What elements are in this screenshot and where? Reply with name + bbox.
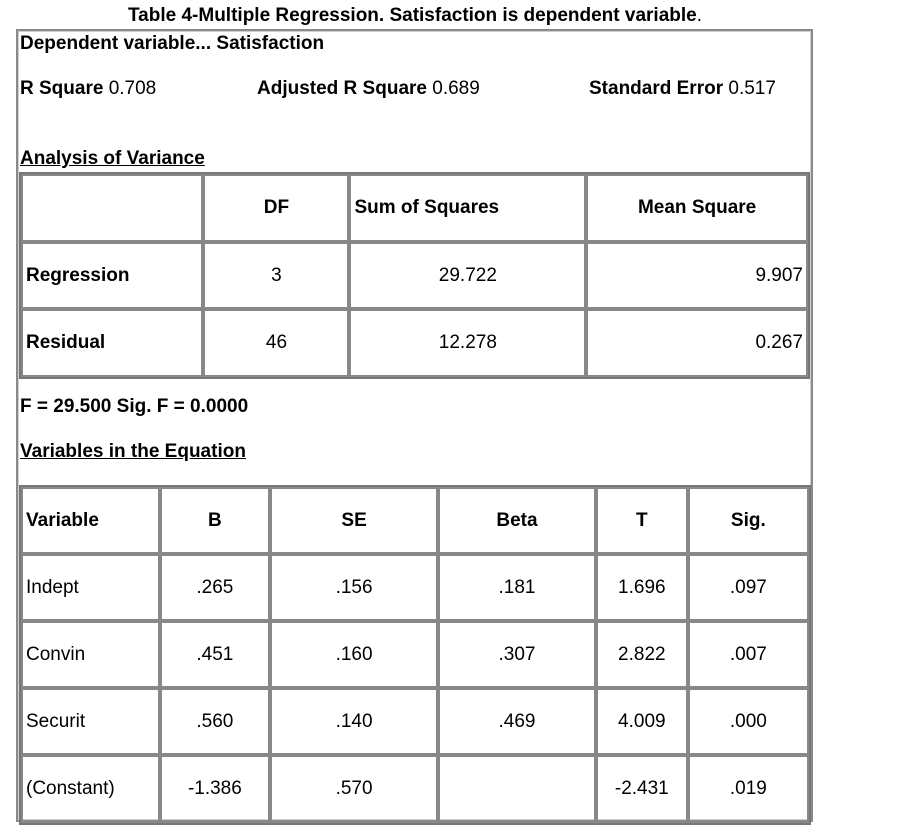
anova-cell-ss: 12.278 <box>349 309 586 377</box>
equation-cell-beta: .469 <box>438 688 596 755</box>
equation-cell-variable: (Constant) <box>21 755 160 823</box>
equation-cell-b: .265 <box>160 554 271 621</box>
r-square-value: 0.708 <box>108 78 157 99</box>
adjusted-r-square-value: 0.689 <box>432 78 480 99</box>
equation-header-se: SE <box>270 487 438 554</box>
equation-header-t: T <box>596 487 688 554</box>
table-title <box>0 5 830 27</box>
anova-header-df: DF <box>203 174 349 242</box>
equation-cell-b: .451 <box>160 621 271 688</box>
equation-cell-t: -2.431 <box>596 755 688 823</box>
anova-header-ms: Mean Square <box>586 174 808 242</box>
anova-heading: Analysis of Variance <box>20 148 205 169</box>
equation-cell-sig: .007 <box>688 621 809 688</box>
equation-table <box>19 485 811 825</box>
anova-row-residual <box>21 309 808 377</box>
equation-cell-se: .160 <box>270 621 438 688</box>
standard-error-label: Standard Error <box>589 78 724 99</box>
equation-cell-t: 4.009 <box>596 688 688 755</box>
standard-error <box>589 78 776 100</box>
title-period: . <box>696 5 702 26</box>
equation-header-b: B <box>160 487 271 554</box>
title-text: Table 4-Multiple Regression. Satisfaction is dependent variable <box>127 5 697 26</box>
equation-cell-sig: .019 <box>688 755 809 823</box>
equation-header-beta: Beta <box>438 487 596 554</box>
r-square <box>20 78 156 100</box>
equation-header-row <box>21 487 809 554</box>
equation-cell-b: -1.386 <box>160 755 271 823</box>
dependent-variable-label: Dependent variable... Satisfaction <box>20 33 325 54</box>
equation-row-securit <box>21 688 809 755</box>
anova-cell-df: 46 <box>203 309 349 377</box>
r-square-label: R Square <box>20 78 104 99</box>
adjusted-r-square <box>257 78 480 100</box>
equation-cell-beta: .307 <box>438 621 596 688</box>
equation-cell-variable: Securit <box>21 688 160 755</box>
equation-cell-variable: Convin <box>21 621 160 688</box>
anova-header-row <box>21 174 808 242</box>
adjusted-r-square-label: Adjusted R Square <box>257 78 427 99</box>
equation-cell-b: .560 <box>160 688 271 755</box>
equation-cell-se: .140 <box>270 688 438 755</box>
anova-cell-ms: 9.907 <box>586 242 808 309</box>
equation-heading: Variables in the Equation <box>20 441 246 462</box>
equation-cell-beta: .181 <box>438 554 596 621</box>
anova-header-blank <box>21 174 203 242</box>
equation-cell-beta <box>438 755 596 823</box>
anova-row-label: Regression <box>21 242 203 309</box>
equation-cell-t: 1.696 <box>596 554 688 621</box>
equation-cell-se: .570 <box>270 755 438 823</box>
equation-cell-sig: .000 <box>688 688 809 755</box>
equation-cell-t: 2.822 <box>596 621 688 688</box>
equation-cell-sig: .097 <box>688 554 809 621</box>
equation-header-sig: Sig. <box>688 487 809 554</box>
f-statistic: F = 29.500 Sig. F = 0.0000 <box>20 396 249 417</box>
anova-table <box>19 172 810 379</box>
equation-row-convin <box>21 621 809 688</box>
anova-row-label: Residual <box>21 309 203 377</box>
anova-cell-ss: 29.722 <box>349 242 586 309</box>
equation-cell-se: .156 <box>270 554 438 621</box>
equation-row-constant <box>21 755 809 823</box>
equation-cell-variable: Indept <box>21 554 160 621</box>
anova-cell-ms: 0.267 <box>586 309 808 377</box>
anova-cell-df: 3 <box>203 242 349 309</box>
standard-error-value: 0.517 <box>728 78 776 99</box>
equation-row-indept <box>21 554 809 621</box>
anova-row-regression <box>21 242 808 309</box>
anova-header-ss: Sum of Squares <box>349 174 586 242</box>
equation-header-variable: Variable <box>21 487 160 554</box>
